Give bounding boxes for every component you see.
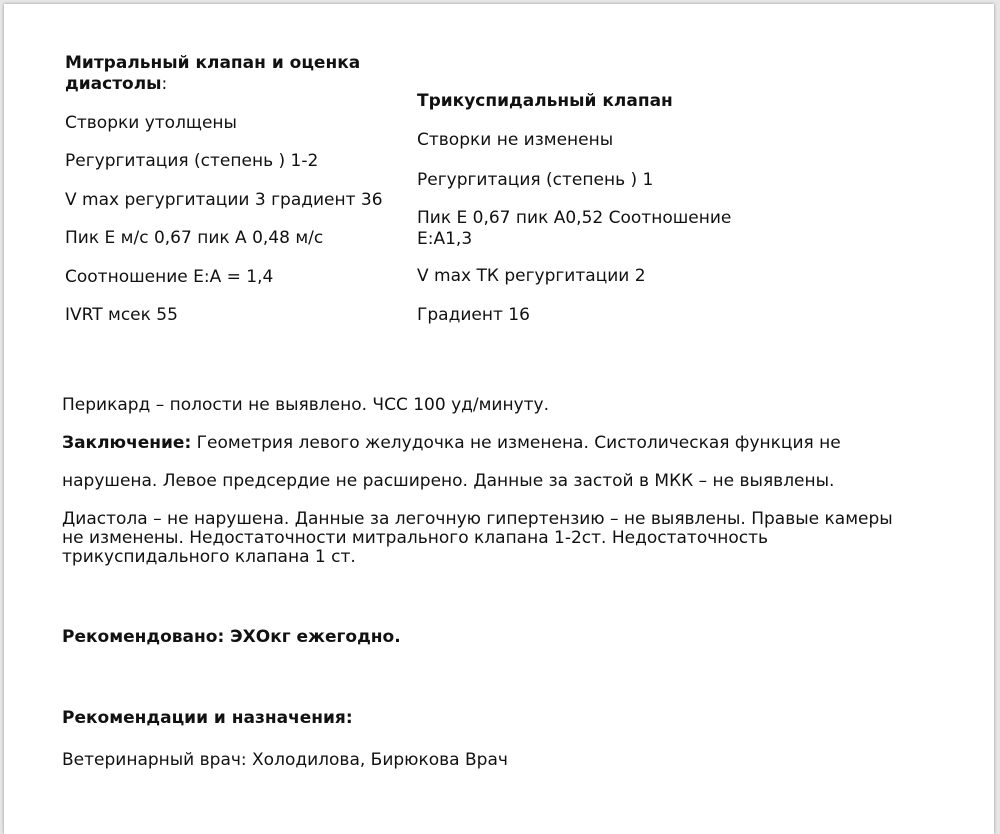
recommended-text: Рекомендовано: ЭХОкг ежегодно. <box>62 627 401 647</box>
mitral-ratio: Соотношение E:A = 1,4 <box>65 267 274 287</box>
conclusion-line2: нарушена. Левое предсердие не расширено. Данные за застой в МКК – не выявлены. <box>62 471 835 491</box>
mitral-heading-line1: Митральный клапан и оценка <box>65 53 361 73</box>
tricuspid-peaks-line2: E:A1,3 <box>417 229 473 249</box>
tricuspid-leaflets: Створки не изменены <box>417 130 614 150</box>
conclusion-para-line1: Диастола – не нарушена. Данные за легочную гипертензию – не выявлены. Правые камеры <box>62 509 893 529</box>
doctor-line: Ветеринарный врач: Холодилова, Бирюкова Врач <box>62 750 508 770</box>
mitral-vmax: V max регургитации 3 градиент 36 <box>65 190 383 210</box>
mitral-peaks: Пик E м/с 0,67 пик A 0,48 м/с <box>65 228 324 248</box>
conclusion-label: Заключение: <box>62 433 192 453</box>
conclusion-para-line2: не изменены. Недостаточности митрального клапана 1-2ст. Недостаточность <box>62 528 769 548</box>
tricuspid-regurgitation: Регургитация (степень ) 1 <box>417 170 654 190</box>
mitral-heading-line2 <box>65 74 167 94</box>
conclusion-para-line3: трикуспидального клапана 1 ст. <box>62 547 356 567</box>
mitral-ivrt: IVRT мсек 55 <box>65 305 178 325</box>
tricuspid-gradient: Градиент 16 <box>417 305 530 325</box>
mitral-heading-colon: : <box>161 74 168 94</box>
recommendations-heading: Рекомендации и назначения: <box>62 708 353 728</box>
conclusion-line1 <box>62 433 841 453</box>
tricuspid-vmax: V max ТК регургитации 2 <box>417 266 646 286</box>
tricuspid-heading: Трикуспидальный клапан <box>417 91 673 111</box>
pericardium-text: Перикард – полости не выявлено. ЧСС 100 уд/минуту. <box>62 395 550 415</box>
mitral-leaflets: Створки утолщены <box>65 113 237 133</box>
mitral-regurgitation: Регургитация (степень ) 1-2 <box>65 151 319 171</box>
tricuspid-peaks-line1: Пик E 0,67 пик A0,52 Соотношение <box>417 208 732 228</box>
document-page <box>4 4 994 834</box>
mitral-heading-bold: диастолы <box>65 74 162 94</box>
conclusion-line1-text: Геометрия левого желудочка не изменена. Систолическая функция не <box>191 433 841 453</box>
